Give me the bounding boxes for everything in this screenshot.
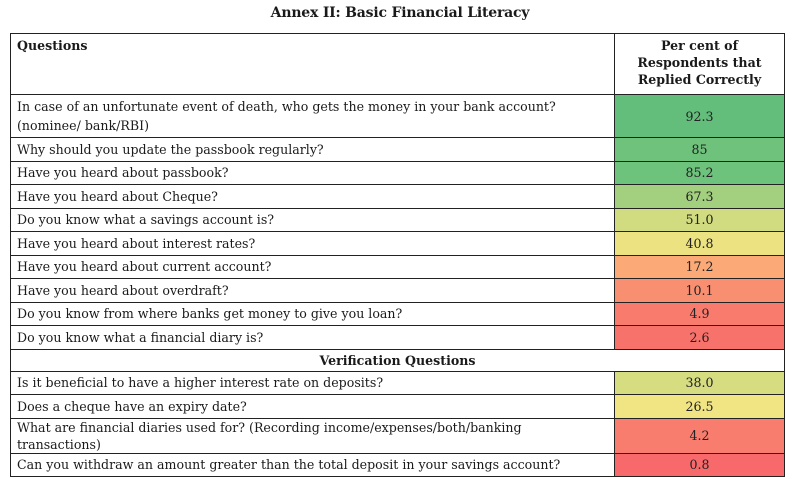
question-cell: What are financial diaries used for? (Recording income/expenses/both/banking transactions) xyxy=(11,418,615,453)
percent-cell: 10.1 xyxy=(615,279,785,303)
question-cell: Do you know what a savings account is? xyxy=(11,208,615,232)
table-row xyxy=(11,95,785,138)
header-row xyxy=(11,34,785,95)
question-cell: In case of an unfortunate event of death, who gets the money in your bank account? (nominee/ bank/RBI) xyxy=(11,95,615,138)
table-row xyxy=(11,302,785,326)
table-row xyxy=(11,453,785,477)
table-row xyxy=(11,279,785,303)
question-cell: Have you heard about interest rates? xyxy=(11,232,615,256)
question-cell: Have you heard about current account? xyxy=(11,255,615,279)
question-cell: Have you heard about passbook? xyxy=(11,161,615,185)
percent-cell: 26.5 xyxy=(615,395,785,419)
table-row xyxy=(11,232,785,256)
questions-header: Questions xyxy=(11,34,615,95)
percent-cell: 85 xyxy=(615,138,785,162)
percent-cell: 17.2 xyxy=(615,255,785,279)
table-row xyxy=(11,255,785,279)
percent-cell: 38.0 xyxy=(615,371,785,395)
verification-section-body xyxy=(11,349,785,371)
table-row xyxy=(11,208,785,232)
percent-cell: 40.8 xyxy=(615,232,785,256)
question-cell: Is it beneficial to have a higher interest rate on deposits? xyxy=(11,371,615,395)
table-row xyxy=(11,138,785,162)
percent-cell: 51.0 xyxy=(615,208,785,232)
percent-cell: 4.2 xyxy=(615,418,785,453)
percent-header: Per cent of Respondents that Replied Correctly xyxy=(615,34,785,95)
verification-questions-body xyxy=(11,371,785,477)
question-cell: Can you withdraw an amount greater than the total deposit in your savings account? xyxy=(11,453,615,477)
table-row xyxy=(11,395,785,419)
section-row xyxy=(11,349,785,371)
percent-cell: 92.3 xyxy=(615,95,785,138)
table-row xyxy=(11,326,785,350)
table-title: Annex II: Basic Financial Literacy xyxy=(270,5,530,21)
percent-cell: 85.2 xyxy=(615,161,785,185)
main-questions-body xyxy=(11,95,785,350)
section-heading: Verification Questions xyxy=(11,349,785,371)
question-cell: Have you heard about overdraft? xyxy=(11,279,615,303)
question-cell: Have you heard about Cheque? xyxy=(11,185,615,209)
table-row xyxy=(11,418,785,453)
percent-cell: 2.6 xyxy=(615,326,785,350)
financial-literacy-table xyxy=(10,33,785,477)
percent-cell: 4.9 xyxy=(615,302,785,326)
question-cell: Does a cheque have an expiry date? xyxy=(11,395,615,419)
question-cell: Do you know what a financial diary is? xyxy=(11,326,615,350)
percent-cell: 0.8 xyxy=(615,453,785,477)
table-row xyxy=(11,185,785,209)
percent-cell: 67.3 xyxy=(615,185,785,209)
table-row xyxy=(11,371,785,395)
table-row xyxy=(11,161,785,185)
question-cell: Why should you update the passbook regularly? xyxy=(11,138,615,162)
question-cell: Do you know from where banks get money to give you loan? xyxy=(11,302,615,326)
